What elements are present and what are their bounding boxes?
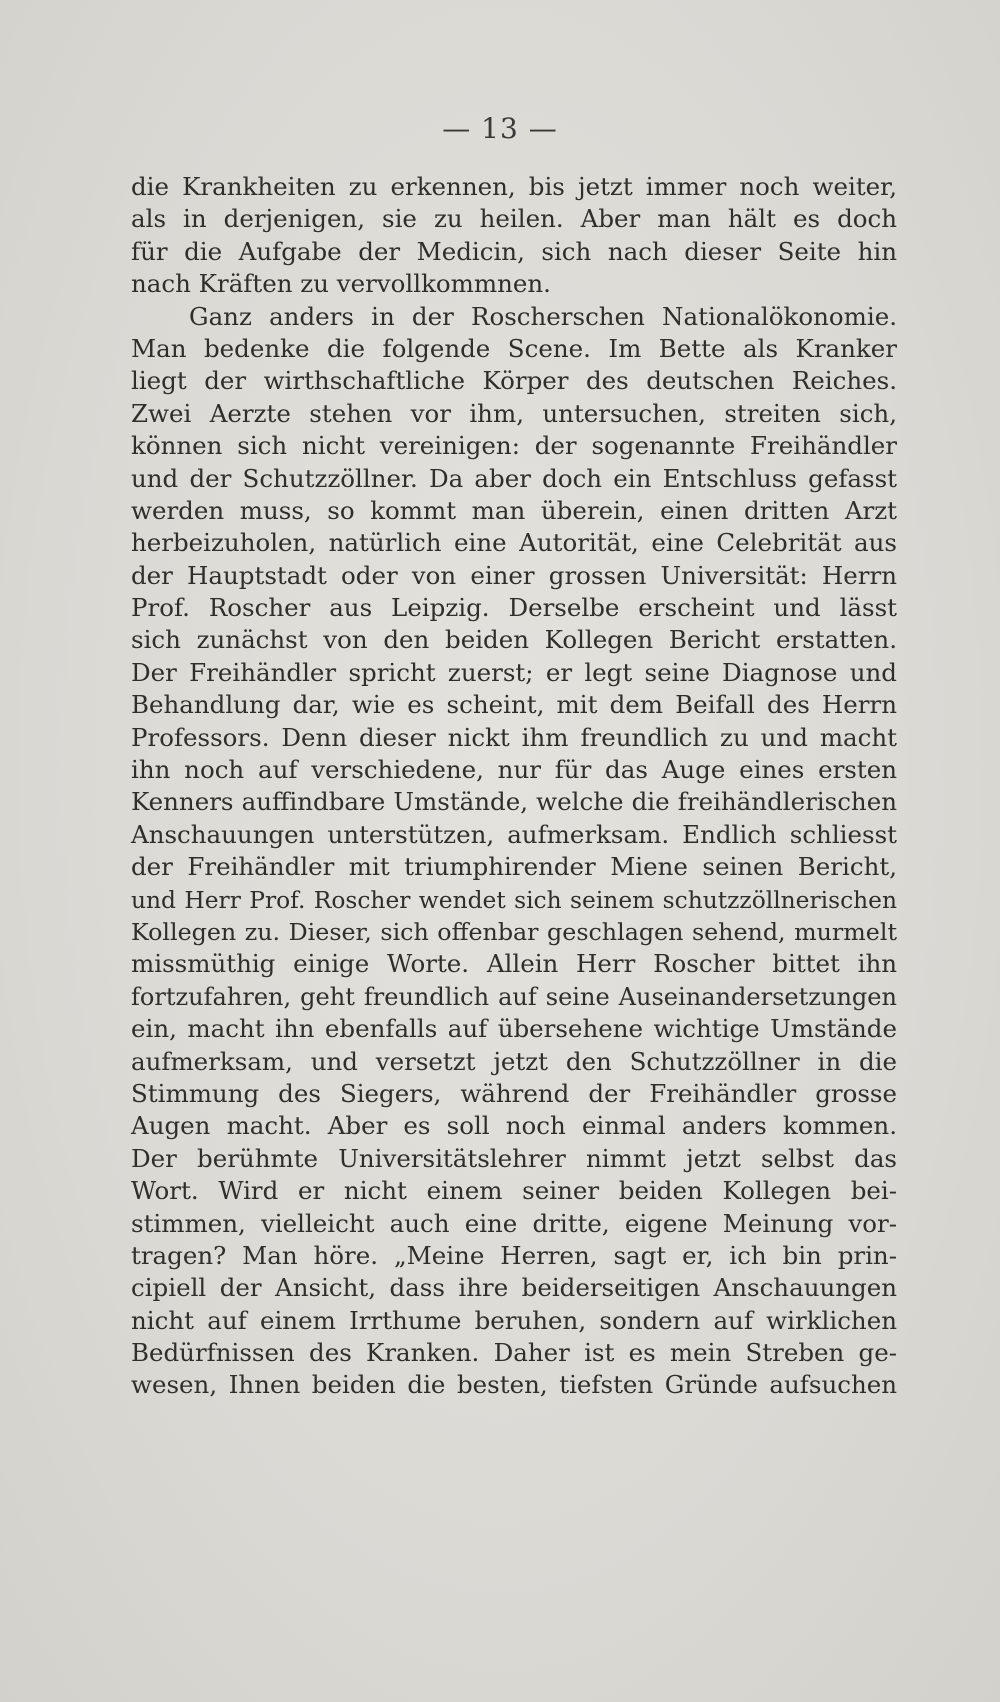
text-line: nicht auf einem Irrthume beruhen, sondern auf wirklichen [131, 1305, 897, 1335]
text-line: werden muss, so kommt man überein, einen dritten Arzt [131, 495, 897, 525]
text-line: Wort. Wird er nicht einem seiner beiden Kollegen bei- [131, 1176, 897, 1206]
text-line: Augen macht. Aber es soll noch einmal anders kommen. [131, 1111, 897, 1141]
text-line: aufmerksam, und versetzt jetzt den Schutzzöllner in die [131, 1046, 897, 1076]
text-line: und Herr Prof. Roscher wendet sich seinem schutzzöllnerischen [131, 885, 897, 914]
page-number: — 13 — [442, 112, 558, 145]
text-line: Prof. Roscher aus Leipzig. Derselbe erscheint und lässt [131, 593, 897, 623]
text-line: die Krankheiten zu erkennen, bis jetzt immer noch weiter, [131, 172, 897, 201]
text-line: ihn noch auf verschiedene, nur für das Auge eines ersten [131, 755, 897, 785]
text-line: für die Aufgabe der Medicin, sich nach dieser Seite hin [131, 236, 897, 266]
text-line: tragen? Man höre. „Meine Herren, sagt er, ich bin prin- [131, 1240, 897, 1270]
body-text [131, 171, 897, 1402]
text-line: Der Freihändler spricht zuerst; er legt seine Diagnose und [131, 657, 897, 687]
text-line: der Freihändler mit triumphirender Miene seinen Bericht, [131, 852, 897, 882]
text-line: stimmen, vielleicht auch eine dritte, eigene Meinung vor- [131, 1208, 897, 1238]
text-line: sich zunächst von den beiden Kollegen Bericht erstatten. [131, 625, 897, 655]
text-line: Professors. Denn dieser nickt ihm freundlich zu und macht [131, 722, 897, 752]
text-line: fortzufahren, geht freundlich auf seine Auseinandersetzungen [131, 982, 897, 1011]
text-line: als in derjenigen, sie zu heilen. Aber man hält es doch [131, 204, 897, 234]
text-line: Anschauungen unterstützen, aufmerksam. Endlich schliesst [131, 819, 897, 849]
text-line: Kollegen zu. Dieser, sich offenbar geschlagen sehend, murmelt [131, 917, 897, 946]
text-line: Bedürfnissen des Kranken. Daher ist es mein Streben ge- [131, 1338, 897, 1368]
text-line: ein, macht ihn ebenfalls auf übersehene wichtige Umstände [131, 1014, 897, 1044]
text-line: cipiell der Ansicht, dass ihre beiderseitigen Anschauungen [131, 1273, 897, 1303]
text-line: missmüthig einige Worte. Allein Herr Roscher bittet ihn [131, 949, 897, 979]
text-line: Behandlung dar, wie es scheint, mit dem Beifall des Herrn [131, 690, 897, 720]
text-line: Ganz anders in der Roscherschen Nationalökonomie. [189, 301, 897, 331]
text-line: können sich nicht vereinigen: der sogenannte Freihändler [131, 431, 897, 461]
text-line: Zwei Aerzte stehen vor ihm, untersuchen, streiten sich, [131, 398, 897, 428]
text-line: Man bedenke die folgende Scene. Im Bette als Kranker [131, 333, 897, 363]
text-line: Kenners auffindbare Umstände, welche die freihändlerischen [131, 787, 897, 817]
text-line: Stimmung des Siegers, während der Freihändler grosse [131, 1078, 897, 1108]
text-line: wesen, Ihnen beiden die besten, tiefsten Gründe aufsuchen [131, 1370, 897, 1400]
text-line: herbeizuholen, natürlich eine Autorität, eine Celebrität aus [131, 528, 897, 558]
text-line: nach Kräften zu vervollkommnen. [131, 269, 551, 299]
text-line: der Hauptstadt oder von einer grossen Universität: Herrn [131, 560, 897, 590]
text-line: und der Schutzzöllner. Da aber doch ein Entschluss gefasst [131, 463, 897, 493]
text-line: Der berühmte Universitätslehrer nimmt jetzt selbst das [131, 1143, 897, 1173]
text-line: liegt der wirthschaftliche Körper des deutschen Reiches. [131, 366, 897, 396]
